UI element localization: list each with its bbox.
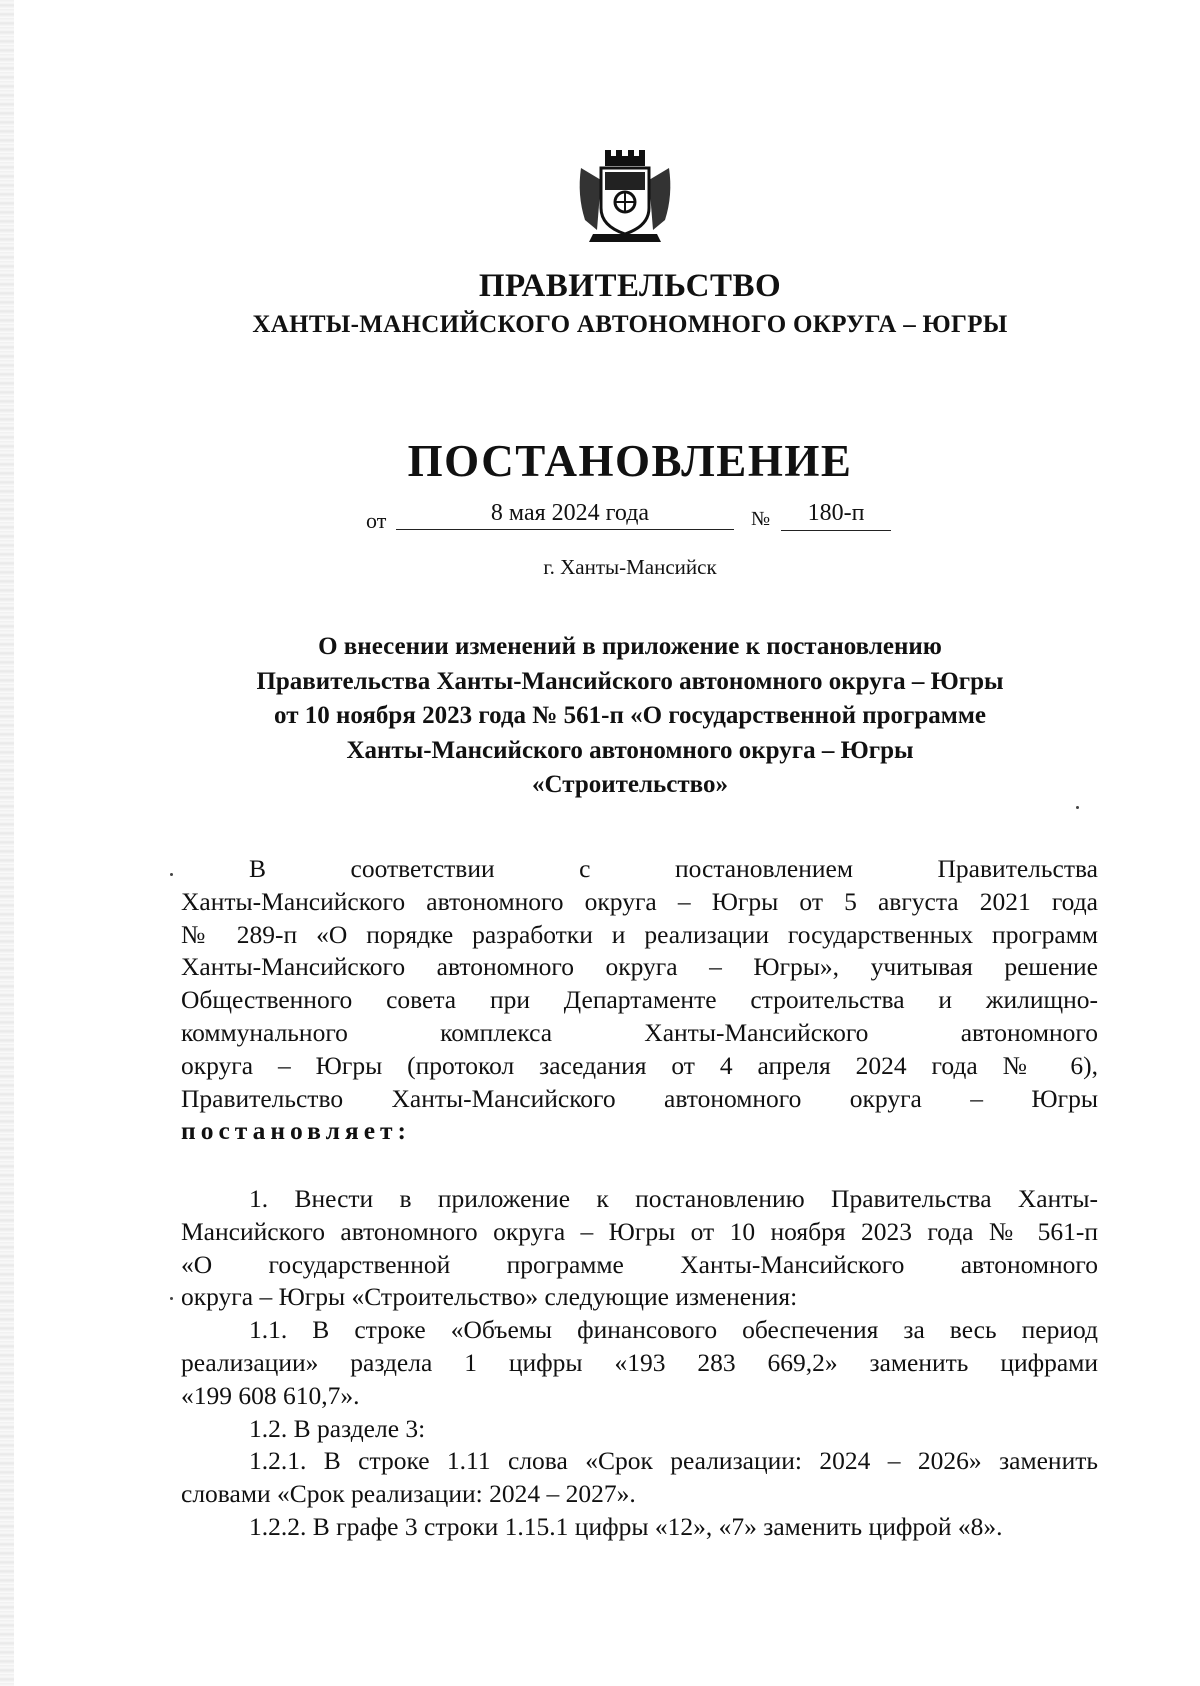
document-number: 180-п bbox=[781, 500, 891, 531]
item-line: «О государственной программе Ханты-Мансийского автономного bbox=[181, 1249, 1098, 1279]
preamble-line: округа – Югры (протокол заседания от 4 апреля 2024 года № 6), bbox=[181, 1050, 1098, 1080]
preamble-line: Ханты-Мансийского автономного округа – Югры от 5 августа 2021 года bbox=[181, 886, 1098, 916]
scan-speck bbox=[170, 873, 173, 876]
subitem-line: 1.2.1. В строке 1.11 слова «Срок реализации: 2024 – 2026» заменить bbox=[249, 1446, 1098, 1476]
subitem-line: 1.2.2. В графе 3 строки 1.15.1 цифры «12», «7» заменить цифрой «8». bbox=[249, 1511, 1003, 1541]
subject-line: «Строительство» bbox=[532, 771, 728, 798]
item-line: Мансийского автономного округа – Югры от 10 ноября 2023 года № 561-п bbox=[181, 1216, 1098, 1246]
city-name: г. Ханты-Мансийск bbox=[543, 555, 717, 579]
preamble-line: № 289-п «О порядке разработки и реализации государственных программ bbox=[181, 919, 1098, 949]
document-type: ПОСТАНОВЛЕНИЕ bbox=[407, 436, 853, 486]
subject-line: Ханты-Мансийского автономного округа – Югры bbox=[346, 736, 914, 764]
subitem-line: 1.1. В строке «Объемы финансового обеспечения за весь период bbox=[249, 1315, 1098, 1345]
item-1 bbox=[181, 1183, 1098, 1544]
item-line: 1. Внести в приложение к постановлению Правительства Ханты- bbox=[249, 1184, 1098, 1213]
scan-edge bbox=[0, 0, 14, 1686]
subitem-line: 1.2. В разделе 3: bbox=[249, 1413, 426, 1443]
preamble-line: коммунального комплекса Ханты-Мансийского автономного bbox=[181, 1017, 1098, 1047]
region-title: ХАНТЫ-МАНСИЙСКОГО АВТОНОМНОГО ОКРУГА – ЮГРЫ bbox=[252, 311, 1008, 338]
preamble-line: В соответствии с постановлением Правительства bbox=[249, 854, 1098, 883]
date-prefix: от bbox=[366, 508, 387, 533]
preamble bbox=[181, 853, 1098, 1148]
subitem-line: словами «Срок реализации: 2024 – 2027». bbox=[181, 1479, 636, 1509]
document-date: 8 мая 2024 года bbox=[396, 500, 734, 530]
subject-line: от 10 ноября 2023 года № 561-п «О государственной программе bbox=[274, 702, 986, 729]
resolves-word: постановляет: bbox=[181, 1116, 412, 1146]
subject-line: О внесении изменений в приложение к постановлению bbox=[318, 633, 942, 660]
item-line: округа – Югры «Строительство» следующие изменения: bbox=[181, 1282, 798, 1312]
preamble-line: Общественного совета при Департаменте строительства и жилищно- bbox=[181, 985, 1098, 1015]
subitem-line: «199 608 610,7». bbox=[181, 1380, 360, 1410]
scan-speck bbox=[170, 1297, 173, 1300]
coat-of-arms-icon bbox=[575, 150, 675, 242]
subject-line: Правительства Ханты-Мансийского автономного округа – Югры bbox=[256, 667, 1004, 695]
date-number-line bbox=[0, 500, 1200, 540]
document-subject bbox=[190, 630, 1070, 803]
subitem-line: реализации» раздела 1 цифры «193 283 669,2» заменить цифрами bbox=[181, 1347, 1098, 1377]
preamble-line: Правительство Ханты-Мансийского автономного округа – Югры bbox=[181, 1083, 1098, 1113]
scan-speck bbox=[1076, 806, 1079, 809]
government-title: ПРАВИТЕЛЬСТВО bbox=[478, 268, 782, 304]
preamble-line: Ханты-Мансийского автономного округа – Югры», учитывая решение bbox=[181, 952, 1098, 982]
number-prefix: № bbox=[751, 508, 771, 530]
